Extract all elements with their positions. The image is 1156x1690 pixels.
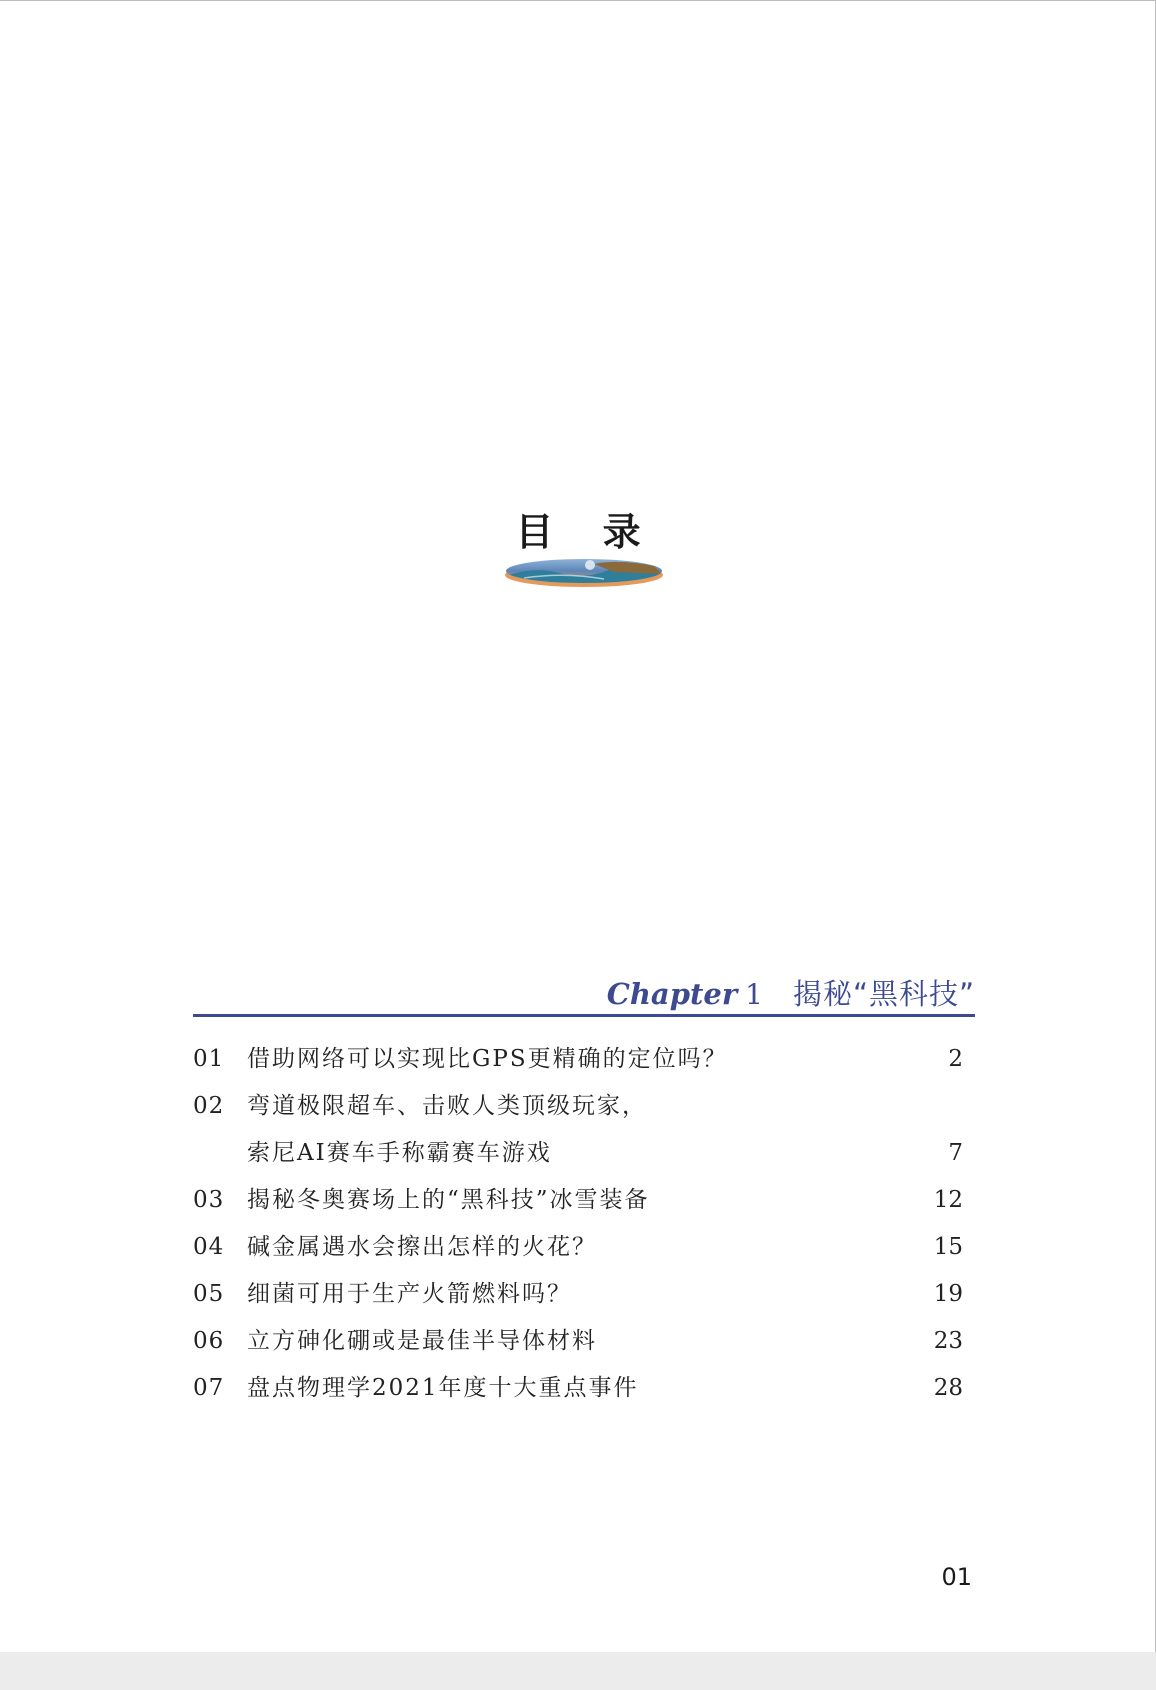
chapter-heading bbox=[193, 974, 975, 1015]
entry-number: 06 bbox=[193, 1328, 225, 1354]
toc-list bbox=[193, 1036, 963, 1412]
entry-number: 01 bbox=[193, 1046, 225, 1072]
toc-entry[interactable] bbox=[193, 1036, 963, 1083]
page-number: 01 bbox=[941, 1563, 972, 1591]
toc-entry[interactable] bbox=[193, 1224, 963, 1271]
entry-number: 03 bbox=[193, 1187, 225, 1213]
chapter-title: 揭秘“黑科技” bbox=[792, 977, 975, 1011]
entry-page: 19 bbox=[933, 1281, 963, 1307]
entry-page: 28 bbox=[933, 1375, 963, 1401]
entry-number: 05 bbox=[193, 1281, 225, 1307]
chapter-divider bbox=[193, 1014, 975, 1017]
toc-entry[interactable] bbox=[193, 1318, 963, 1365]
entry-title: 碱金属遇水会擦出怎样的火花？ bbox=[247, 1234, 597, 1260]
chapter-label: Chapter bbox=[606, 977, 738, 1011]
entry-number: 04 bbox=[193, 1234, 225, 1260]
toc-entry[interactable] bbox=[193, 1271, 963, 1318]
entry-title: 揭秘冬奥赛场上的“黑科技”冰雪装备 bbox=[247, 1187, 650, 1213]
toc-title: 目 录 bbox=[515, 509, 659, 554]
entry-number: 02 bbox=[193, 1093, 225, 1119]
entry-page: 12 bbox=[933, 1187, 963, 1213]
entry-number: 07 bbox=[193, 1375, 225, 1401]
entry-page: 15 bbox=[933, 1234, 963, 1260]
title-emblem-image bbox=[504, 556, 664, 588]
entry-page: 2 bbox=[948, 1046, 963, 1072]
entry-page: 7 bbox=[948, 1140, 963, 1166]
entry-title: 立方砷化硼或是最佳半导体材料 bbox=[247, 1328, 597, 1354]
entry-title: 借助网络可以实现比GPS更精确的定位吗？ bbox=[247, 1046, 728, 1072]
entry-title: 盘点物理学2021年度十大重点事件 bbox=[247, 1375, 639, 1401]
toc-entry[interactable] bbox=[193, 1177, 963, 1224]
viewer-bottom-strip bbox=[0, 1652, 1156, 1690]
entry-title-line: 索尼AI赛车手称霸赛车游戏 bbox=[247, 1140, 552, 1166]
toc-entry[interactable] bbox=[193, 1083, 963, 1177]
entry-title-line: 弯道极限超车、击败人类顶级玩家， bbox=[247, 1093, 647, 1119]
entry-title: 细菌可用于生产火箭燃料吗？ bbox=[247, 1281, 572, 1307]
entry-page: 23 bbox=[933, 1328, 963, 1354]
chapter-number: 1 bbox=[745, 978, 763, 1011]
toc-entry[interactable] bbox=[193, 1365, 963, 1412]
